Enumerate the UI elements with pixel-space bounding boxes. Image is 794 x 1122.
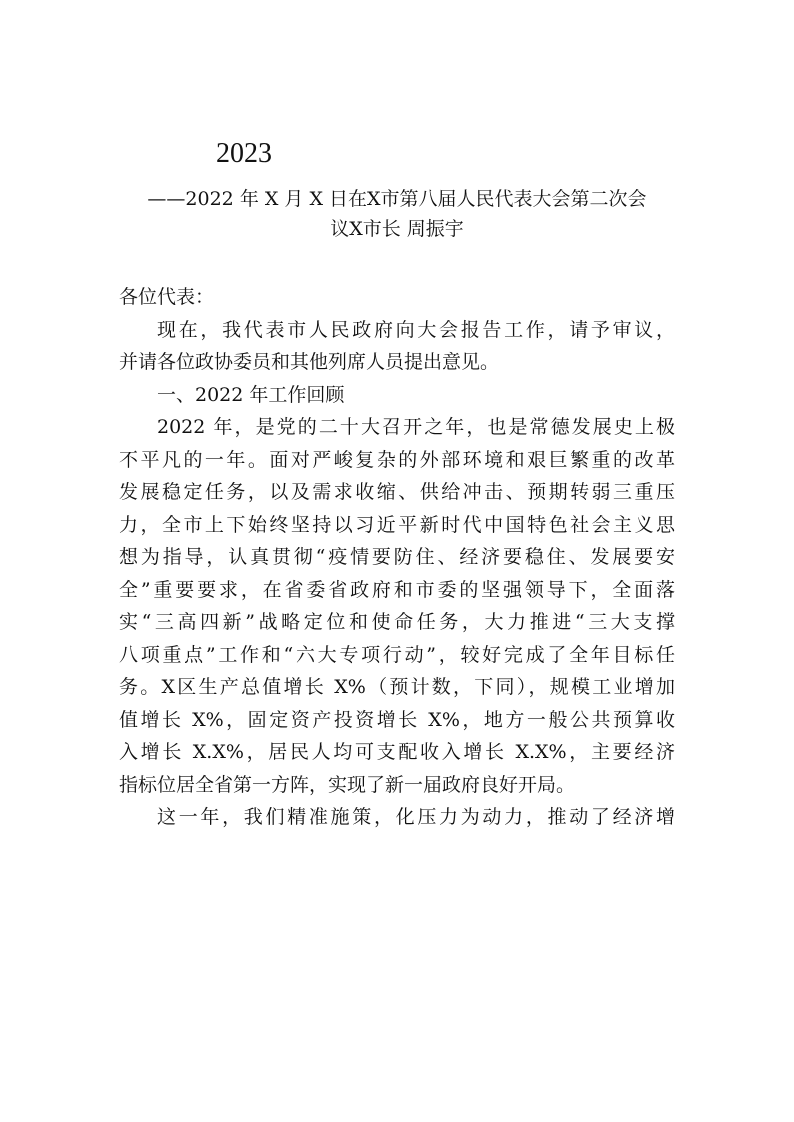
section-heading: 一、2022 年工作回顾 <box>157 383 345 406</box>
paragraph-line: 现在，我代表市人民政府向大会报告工作，请予审议， <box>157 318 675 341</box>
paragraph-line: 入增长 X.X%，居民人均可支配收入增长 X.X%，主要经济 <box>119 741 675 763</box>
paragraph-line: 指标位居全省第一方阵，实现了新一届政府良好开局。 <box>119 773 576 796</box>
paragraph-line: 八项重点”工作和“六大专项行动”，较好完成了全年目标任 <box>119 643 675 666</box>
paragraph-line: 值增长 X%，固定资产投资增长 X%，地方一般公共预算收 <box>119 708 675 731</box>
subtitle-line: ——2022 年 X 月 X 日在X市第八届人民代表大会第二次会 <box>147 188 647 210</box>
paragraph-line: 力，全市上下始终坚持以习近平新时代中国特色社会主义思 <box>119 513 675 536</box>
paragraph-line: 务。X区生产总值增长 X%（预计数，下同），规模工业增加 <box>119 676 675 698</box>
paragraph-line: 2022 年，是党的二十大召开之年，也是常德发展史上极 <box>157 416 675 438</box>
paragraph-line: 全”重要要求，在省委省政府和市委的坚强领导下，全面落 <box>119 578 675 601</box>
document-subtitle <box>100 184 694 244</box>
paragraph-line: 发展稳定任务，以及需求收缩、供给冲击、预期转弱三重压 <box>119 481 675 503</box>
document-body <box>119 281 675 834</box>
document-year-title: 2023 <box>216 138 272 169</box>
paragraph-line: 实“三高四新”战略定位和使命任务，大力推进“三大支撑 <box>119 611 675 633</box>
paragraph-line: 这一年，我们精准施策，化压力为动力，推动了经济增 <box>157 806 675 828</box>
subtitle-line: 议X市长 周振宇 <box>330 218 464 240</box>
paragraph-line: 不平凡的一年。面对严峻复杂的外部环境和艰巨繁重的改革 <box>119 448 675 471</box>
paragraph-line: 想为指导，认真贯彻“疫情要防住、经济要稳住、发展要安 <box>119 546 675 568</box>
paragraph-line: 并请各位政协委员和其他列席人员提出意见。 <box>119 351 500 373</box>
salutation: 各位代表： <box>119 286 215 308</box>
